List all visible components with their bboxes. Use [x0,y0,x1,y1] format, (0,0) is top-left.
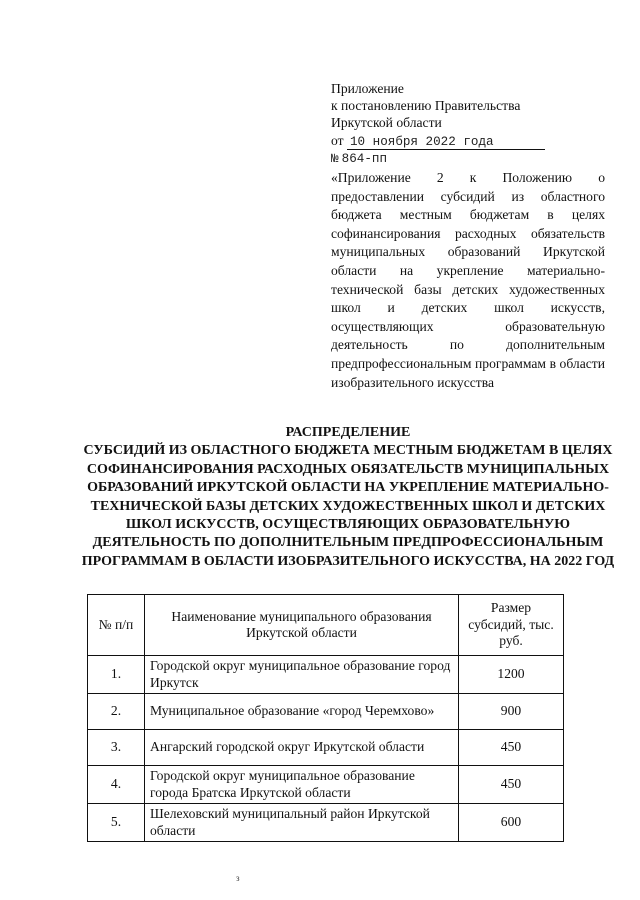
cell-num: 3. [88,730,145,766]
cell-amount: 450 [459,766,564,804]
table-row [88,656,564,694]
number-prefix: № [331,151,339,166]
number-value: 864-пп [341,151,388,166]
cell-amount: 900 [459,694,564,730]
table-header-row [88,595,564,656]
header-line-resolution: к постановлению Правительства [331,98,521,114]
page-mark: з [236,873,240,883]
cell-num: 2. [88,694,145,730]
cell-name: Городской округ муниципальное образование город Иркутск [145,656,459,694]
cell-name: Муниципальное образование «город Черемхово» [145,694,459,730]
cell-amount: 600 [459,804,564,842]
document-title [70,424,626,571]
cell-num: 5. [88,804,145,842]
cell-name: Городской округ муниципальное образование города Братска Иркутской области [145,766,459,804]
header-date-line [331,132,605,150]
subsidy-table [87,594,564,842]
title-main: РАСПРЕДЕЛЕНИЕ [285,425,411,440]
cell-num: 1. [88,656,145,694]
table-row [88,766,564,804]
header-line-region: Иркутской области [331,115,442,131]
cell-amount: 450 [459,730,564,766]
cell-amount: 1200 [459,656,564,694]
cell-num: 4. [88,766,145,804]
annex-text: «Приложение 2 к Положению о предоставлении субсидий из областного бюджета местным бюджетам в целях софинансирования расходных обязательств муниципальных образований Иркутской области на укрепление материально-технической базы детских художественных школ и детских школ искусств, осуществляющих образовательную деятельность по дополнительным предпрофессиональным программам в области изобразительного искусства [331,170,605,390]
table-row [88,804,564,842]
cell-name: Шелеховский муниципальный район Иркутской области [145,804,459,842]
table-row [88,730,564,766]
header-name: Наименование муниципального образования Иркутской области [145,595,459,656]
header-line-appendix: Приложение [331,81,404,96]
header-amount: Размер субсидий, тыс. руб. [459,595,564,656]
approval-header [331,80,605,168]
annex-reference [331,169,605,392]
table-row [88,694,564,730]
date-value: 10 ноября 2022 года [347,135,545,150]
cell-name: Ангарский городской округ Иркутской области [145,730,459,766]
header-num: № п/п [88,595,145,656]
date-prefix: от [331,132,344,148]
title-subtitle: СУБСИДИЙ ИЗ ОБЛАСТНОГО БЮДЖЕТА МЕСТНЫМ БЮДЖЕТАМ В ЦЕЛЯХ СОФИНАНСИРОВАНИЯ РАСХОДНЫХ ОБЯЗАТЕЛЬСТВ МУНИЦИПАЛЬНЫХ ОБРАЗОВАНИЙ ИРКУТСКОЙ ОБЛАСТИ НА УКРЕПЛЕНИЕ МАТЕРИАЛЬНО-ТЕХНИЧЕСКОЙ БАЗЫ ДЕТСКИХ ХУДОЖЕСТВЕННЫХ ШКОЛ И ДЕТСКИХ ШКОЛ ИСКУССТВ, ОСУЩЕСТВЛЯЮЩИХ ОБРАЗОВАТЕЛЬНУЮ ДЕЯТЕЛЬНОСТЬ ПО ДОПОЛНИТЕЛЬНЫМ ПРЕДПРОФЕССИОНАЛЬНЫМ ПРОГРАММАМ В ОБЛАСТИ ИЗОБРАЗИТЕЛЬНОГО ИСКУССТВА, НА 2022 ГОД [81,443,615,569]
header-number-line [331,150,605,168]
